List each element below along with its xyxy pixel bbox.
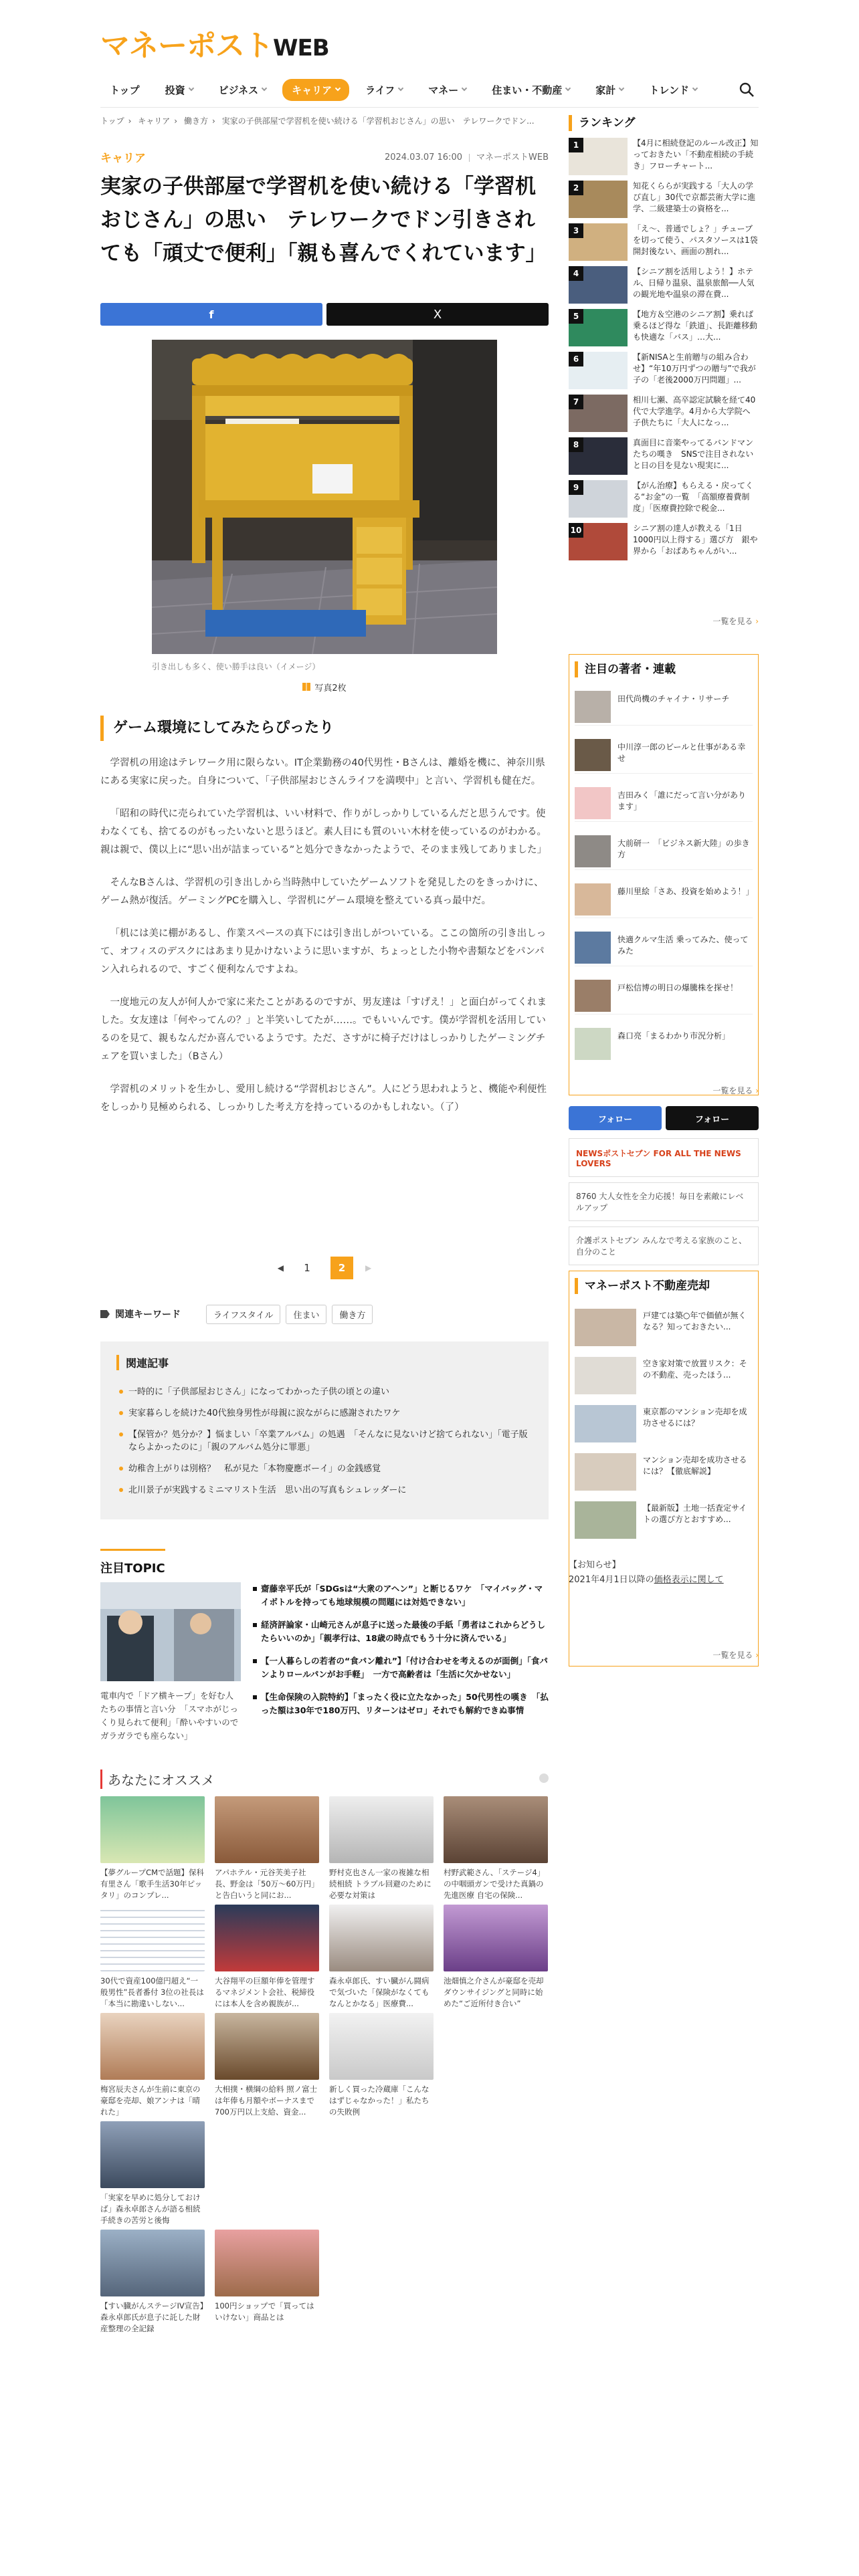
ranking-text: 【4月に相続登記のルール改正】知っておきたい「不動産相続の手続き」フローチャート... (633, 138, 759, 171)
facebook-follow-button[interactable] (569, 1106, 662, 1130)
article-category[interactable]: キャリア (100, 152, 146, 165)
keywords-label (100, 1307, 181, 1321)
recommend-caption: 梅宮辰夫さんが生前に東京の豪邸を売却、娘アンナは「晴れた」 (100, 2084, 201, 2117)
nav-item-money[interactable] (419, 79, 476, 101)
author-item[interactable] (575, 929, 753, 966)
logo-sub: WEB (273, 35, 329, 62)
author-name: 快適クルマ生活 乗ってみた、使ってみた (617, 935, 749, 956)
ranking-number: 8 (569, 437, 583, 452)
breadcrumb-item[interactable]: 働き方 (183, 116, 208, 126)
recommend-card[interactable] (100, 2121, 205, 2227)
nav-label: 家計 (595, 84, 616, 96)
ranking-number: 1 (569, 138, 583, 152)
paragraph: 学習机のメリットを生かし、愛用し続ける“学習机おじさん”。人にどう思われようと、機能や利便性をしっかり見極められる、しっかりした考え方を持っているのかもしれない。（了） (100, 1084, 547, 1113)
topic-caption[interactable]: 電車内で「ドア横キープ」を好む人たちの事情と言い分 「スマホがじっくり見られて便利」「酔いやすいのでガラガラでも座らない」 (100, 1691, 239, 1741)
photo-gallery-button[interactable] (286, 675, 363, 698)
authors-more-link[interactable]: 一覧を見る › (712, 1085, 759, 1096)
recommend-card[interactable] (329, 2013, 434, 2119)
author-item[interactable] (575, 833, 753, 870)
recommend-image (444, 1796, 548, 1863)
author-name: 戸松信博の明日の爆騰株を探せ！ (617, 983, 739, 992)
estate-thumb (575, 1357, 636, 1394)
ranking-text: 知花くららが実践する「大人の学び直し」30代で京都芸術大学に進学、二級建築士の資格を... (633, 181, 756, 213)
chevron-down-icon (462, 86, 467, 91)
ranking-item[interactable] (569, 352, 759, 389)
nav-label: トップ (110, 84, 140, 96)
nav-label: 投資 (165, 84, 185, 96)
meta-separator (469, 154, 470, 162)
paragraph: 「机には美に棚があるし、作業スペースの真下には引き出しがついている。ここの箇所の引き出しって、オフィスのデスクにはあまり見かけないように思いますが、ちょっとした小物や書類などをパンパン入れられるので、すごく便利なんですよね。 (100, 928, 547, 975)
author-name: 大前研一 「ビジネス新大陸」の歩き方 (617, 839, 750, 859)
ranking-number: 10 (569, 523, 583, 538)
recommend-card[interactable] (329, 1905, 434, 2010)
section-heading: ゲーム環境にしてみたらぴったり (100, 716, 549, 741)
recommend-card[interactable] (215, 2230, 319, 2335)
recommend-image (215, 2013, 319, 2080)
notice-title: 【お知らせ】 (569, 1560, 621, 1570)
ranking-item[interactable] (569, 266, 759, 304)
notice-link[interactable]: 価格表示に関して (654, 1575, 724, 1585)
recommend-caption: 大谷翔平の巨額年俸を管理するマネジメント会社、税締役には本人を含め親族が... (215, 1976, 315, 2008)
author-photo (575, 883, 611, 916)
recommend-caption: 大相撲・横綱の給料 照ノ富士は年俸も月額やボーナスまで700万円以上支給、資金... (215, 2084, 318, 2117)
article-meta (385, 150, 549, 163)
author-photo (575, 787, 611, 819)
recommend-card[interactable] (100, 1905, 205, 2010)
topic-link[interactable]: 齋藤幸平氏が「SDGsは“大衆のアヘン”」と断じるワケ 「マイバッグ・マイボトルを持っても地球規模の問題には対処できない」 (253, 1582, 549, 1609)
related-link[interactable]: 一時的に「子供部屋おじさん」になってわかった子供の頃との違い (119, 1386, 534, 1398)
estate-thumb (575, 1453, 636, 1491)
topic-title: 注目TOPIC (100, 1549, 165, 1576)
facebook-share-button[interactable] (100, 303, 322, 326)
site-header (100, 16, 759, 96)
banner-8760[interactable]: 8760 大人女性を全力応援！毎日を素敵にレベルアップ (569, 1182, 759, 1221)
recommend-image (329, 1905, 434, 1971)
author-photo (575, 980, 611, 1012)
ranking-number: 5 (569, 309, 583, 324)
page-current: 2 (330, 1257, 353, 1279)
estate-item[interactable] (575, 1356, 753, 1397)
recommend-card[interactable] (444, 1905, 548, 2010)
author-name: 吉田みく「誰にだって言い分があります」 (617, 790, 747, 811)
recommend-caption: 新しく買った冷蔵庫「こんなはずじゃなかった！」私たちの失敗例 (329, 2084, 430, 2117)
recommend-caption: 野村克也さん一家の複雑な相続相続 トラブル回避のために必要な対策は (329, 1868, 432, 1900)
nav-item-trend[interactable] (640, 79, 706, 101)
x-follow-button[interactable] (666, 1106, 759, 1130)
keyword-tag[interactable]: 住まい (286, 1305, 326, 1324)
estate-title: マネーポスト不動産売却 (575, 1278, 710, 1294)
ranking-item[interactable] (569, 523, 759, 560)
breadcrumb-current: 実家の子供部屋で学習机を使い続ける「学習机おじさん」の思い テレワークでドン... (221, 116, 535, 126)
estate-thumb (575, 1501, 636, 1539)
recommend-caption: 【すい臓がんステージIV宣告】森永卓郎氏が息子に託した財産整理の全記録 (100, 2301, 204, 2333)
nav-item-top[interactable] (100, 79, 149, 101)
recommend-card[interactable] (100, 2013, 205, 2119)
author-item[interactable] (575, 977, 753, 1014)
global-nav (100, 74, 759, 106)
related-articles (100, 1341, 549, 1519)
topic-link[interactable]: 【一人暮らしの若者の“食パン離れ”】「付け合わせを考えるのが面倒」「食パンよりロールパンがお手軽」 一方で高齢者は「生活に欠かせない」 (253, 1654, 549, 1681)
estate-item[interactable] (575, 1404, 753, 1445)
author-item[interactable] (575, 1025, 753, 1063)
recommend-image (100, 2230, 205, 2296)
related-link[interactable]: 幼稚舎上がりは別格？ 私が見た「本物慶應ボーイ」の金銭感覚 (119, 1463, 534, 1475)
article-source: マネーポストWEB (476, 152, 549, 163)
related-list (119, 1386, 534, 1505)
recommend-image (100, 1905, 205, 1971)
recommend-caption: 100円ショップで「買ってはいけない」商品とは (215, 2301, 314, 2322)
nav-label: ライフ (365, 84, 395, 96)
breadcrumb-item[interactable]: キャリア (138, 116, 171, 126)
authors-box (569, 654, 759, 1095)
page-link[interactable]: 1 (304, 1262, 310, 1274)
recommend-caption: 村野武範さん、「ステージ4」の中咽頭ガンで受けた真鍋の先進医療 自宅の保険... (444, 1868, 545, 1900)
ranking-text: 「え〜、普通でしょ？」チューブを切って使う、パスタソースは1袋開封後ない、画面の割れ... (633, 224, 758, 256)
follow-label: フォロー (597, 1114, 633, 1125)
recommend-caption: 「実家を早めに処分しておけば」森永卓郎さんが語る相続手続きの苦労と後悔 (100, 2193, 201, 2225)
recommend-card[interactable] (215, 1905, 319, 2010)
paragraph: そんなBさんは、学習机の引き出しから当時熱中していたゲームソフトを発見したのをきっかけに、ゲーム熱が復活。ゲーミングPCを購入し、学習机にゲーム環境を整えている真っ最中だ。 (100, 877, 544, 906)
estate-item[interactable] (575, 1500, 753, 1541)
estate-item[interactable] (575, 1452, 753, 1493)
chevron-down-icon (188, 86, 193, 91)
topic-list (253, 1582, 549, 1727)
author-name: 中川淳一郎のビールと仕事がある幸せ (617, 742, 746, 763)
share-bar (100, 303, 549, 326)
related-link[interactable]: 北川景子が実践するミニマリスト生活 思い出の写真もシュレッダーに (119, 1484, 534, 1497)
prev-page-icon[interactable]: ◀ (277, 1263, 284, 1273)
topic-section (100, 1549, 549, 1741)
keyword-tag[interactable]: ライフスタイル (206, 1305, 280, 1324)
estate-more-link[interactable]: 一覧を見る › (712, 1649, 759, 1660)
author-item[interactable] (575, 688, 753, 726)
notice (569, 1558, 759, 1588)
nav-item-business[interactable] (209, 79, 276, 101)
ranking-item[interactable] (569, 309, 759, 346)
paragraph: 「昭和の時代に売られていた学習机は、いい材料で、作りがしっかりしているんだと思うんです。使わなくても、捨てるのがもったいないと思うほど。素人目にも質のいい木材を使っているのがわかる。親は親で、僕以上に“思い出が詰まっている”と処分できなかったようで、そのまま残してありました」 (100, 809, 547, 855)
author-photo (575, 1028, 611, 1060)
ranking-text: シニア割の達人が教える「1日1000円以上得する」選び方 銀や界から「おばあちゃんがい... (633, 524, 758, 556)
recommend-card[interactable] (215, 1796, 319, 1902)
ranking-text: 【シニア割を活用しよう！】ホテル、日帰り温泉、温泉旅館──人気の観光地や温泉の滞在費... (633, 267, 755, 299)
tag-icon (100, 1310, 110, 1318)
estate-thumb (575, 1309, 636, 1346)
nav-label: ビジネス (218, 84, 259, 96)
ranking-number: 2 (569, 181, 583, 195)
photo-button-label: 写真2枚 (314, 683, 347, 693)
related-link[interactable]: 【保管か？処分か？】悩ましい「卒業アルバム」の処遇 「そんなに見ないけど捨てられない」「電子版ならよかったのに」「親のアルバム処分に罪悪」 (119, 1428, 534, 1454)
nav-label: 住まい・不動産 (492, 84, 563, 96)
recommend-caption: 【夢グループCMで話題】保科有里さん「歌手生活30年ピッタリ」のコンプレ... (100, 1868, 205, 1900)
recommend-caption: 30代で資産100億円超え“一般男性”長者番付 3位の社長は「本当に勘違いしない... (100, 1976, 204, 2008)
recommend-image (215, 1905, 319, 1971)
nav-label: マネー (428, 84, 459, 96)
recommend-image (100, 2013, 205, 2080)
recommend-image (100, 1796, 205, 1863)
paragraph: 学習机の用途はテレワーク用に限らない。IT企業勤務の40代男性・Bさんは、離婚を機に、神奈川県にある実家に戻った。自身について、「子供部屋おじさんライフを満喫中」と言い、学習机も健在だ。 (100, 758, 545, 786)
sidebar (569, 115, 759, 1660)
breadcrumb-separator: › (174, 116, 178, 126)
author-name: 森口亮「まるわかり市況分析」 (617, 1031, 731, 1041)
ranking-text: 真面目に音楽やってるバンドマンたちの嘆き SNSで注目されないと日の目を見ない現実に... (633, 438, 754, 470)
estate-text: 東京都のマンション売却を成功させるには？ (643, 1407, 747, 1428)
facebook-icon: f (209, 308, 214, 321)
ad-info-icon[interactable] (539, 1774, 549, 1783)
paragraph: 一度地元の友人が何人かで家に来たことがあるのですが、男友達は「すげえ！」と面白がってくれました。女友達は「何やってんの？」と半笑いしてたが……。でもいいんです。僕が学習机を活用しているのを見て、親もなんだか喜んでいるようです。ただ、さすがに椅子だけはしっかりしたゲーミングチェアを買いました」（Bさん） (100, 997, 547, 1062)
logo-main: マネーポスト (100, 29, 273, 63)
related-link[interactable]: 実家暮らしを続けた40代独身男性が母親に涙ながらに感謝されたワケ (119, 1407, 534, 1420)
chevron-down-icon (619, 86, 624, 91)
search-icon[interactable] (739, 82, 755, 98)
recommend-image (215, 1796, 319, 1863)
estate-text: マンション売却を成功させるには？【徹底解説】 (643, 1455, 747, 1476)
article-photo[interactable] (152, 340, 497, 654)
ranking-more-link[interactable]: 一覧を見る › (712, 615, 759, 627)
estate-item[interactable] (575, 1307, 753, 1349)
author-item[interactable] (575, 736, 753, 774)
ranking-item[interactable] (569, 181, 759, 218)
keywords (100, 1304, 549, 1324)
author-photo (575, 932, 611, 964)
ranking-number: 4 (569, 266, 583, 281)
ranking-text: 【がん治療】もらえる・戻ってくる“お金”の一覧 「高額療養費制度」「医療費控除で税金... (633, 481, 754, 513)
estate-text: 【最新版】土地一括査定サイトの選び方とおすすめ... (643, 1503, 747, 1524)
nav-item-realestate[interactable] (482, 79, 579, 101)
recommend-caption: 森永卓郎氏、すい臓がん闘病で気づいた「保険がなくてもなんとかなる」医療費... (329, 1976, 430, 2008)
follow-label: フォロー (694, 1114, 730, 1125)
banner-newspost[interactable]: NEWSポストセブン FOR ALL THE NEWS LOVERS (569, 1138, 759, 1177)
gallery-icon (302, 683, 310, 691)
recommend-image (215, 2230, 319, 2296)
ranking-text: 相川七瀬、高卒認定試験を経て40代で大学進学。4月から大学院へ 子供たちに「大人になっ... (633, 395, 756, 427)
author-photo (575, 739, 611, 771)
recommend-image (329, 2013, 434, 2080)
estate-thumb (575, 1405, 636, 1442)
keyword-tag[interactable]: 働き方 (332, 1305, 373, 1324)
header-divider (100, 107, 759, 108)
ranking-title: ランキング (569, 115, 759, 131)
recommend-image (100, 2121, 205, 2188)
nav-item-household[interactable] (586, 79, 633, 101)
nav-item-invest[interactable] (156, 79, 203, 101)
author-name: 田代尚機のチャイナ・リサーチ (617, 694, 730, 704)
ranking-item[interactable] (569, 138, 759, 175)
estate-text: 戸建ては築○年で価値が無くなる？知っておきたい... (643, 1311, 747, 1331)
ranking-number: 7 (569, 395, 583, 409)
estate-text: 空き家対策で放置リスク：その不動産、売ったほう... (643, 1359, 747, 1380)
recommend-card[interactable] (100, 1796, 205, 1902)
keywords-title: 関連キーワード (115, 1309, 181, 1320)
ranking-text: 【地方＆空港のシニア割】乗れば乗るほど得な「鉄道」、長距離移動も快適な「バス」…大... (633, 310, 758, 342)
recommend-section (100, 1769, 549, 2333)
recommend-card[interactable] (329, 1796, 434, 1902)
x-icon: X (433, 307, 442, 322)
author-photo (575, 691, 611, 723)
recommend-title: あなたにオススメ (100, 1769, 549, 1789)
nav-label: トレンド (649, 84, 689, 96)
chevron-down-icon (565, 86, 571, 91)
chevron-down-icon (398, 86, 403, 91)
notice-text: 2021年4月1日以降の (569, 1575, 654, 1585)
recommend-card[interactable] (444, 1796, 548, 1902)
chevron-down-icon (692, 86, 698, 91)
author-name: 藤川里絵「さあ、投資を始めよう！」 (617, 887, 754, 896)
photo-caption: 引き出しも多く、使い勝手は良い（イメージ） (152, 662, 320, 671)
breadcrumb-separator: › (211, 116, 215, 126)
topic-image[interactable] (100, 1582, 241, 1681)
estate-box (569, 1271, 759, 1667)
related-title: 関連記事 (116, 1355, 169, 1370)
recommend-image (329, 1796, 434, 1863)
ranking-number: 6 (569, 352, 583, 366)
ranking-item[interactable] (569, 480, 759, 518)
breadcrumb-item[interactable]: トップ (100, 116, 124, 126)
nav-item-career[interactable] (282, 79, 349, 101)
x-share-button[interactable] (326, 303, 549, 326)
recommend-card[interactable] (100, 2230, 205, 2335)
recommend-image (444, 1905, 548, 1971)
recommend-caption: アパホテル・元谷芙美子社長、野金は「50万〜60万円」と告白いうと同にお... (215, 1868, 319, 1900)
pagination (100, 1255, 549, 1281)
ranking-item[interactable] (569, 223, 759, 261)
ranking-text: 【新NISAと生前贈与の組み合わせ】“年10万円ずつの贈与”で我が子の「老後2000万円問題」... (633, 352, 756, 385)
article-date: 2024.03.07 16:00 (384, 152, 462, 163)
authors-title: 注目の著者・連載 (575, 661, 676, 677)
ranking-item[interactable] (569, 395, 759, 432)
author-photo (575, 835, 611, 867)
nav-item-life[interactable] (356, 79, 412, 101)
topic-link[interactable]: 【生命保険の入院特約】「まったく役に立たなかった」50代男性の嘆き 「払った額は30年で180万円、リターンはゼロ」それでも解約できぬ事情 (253, 1691, 549, 1717)
next-page-icon: ▶ (365, 1263, 372, 1273)
chevron-down-icon (335, 86, 341, 91)
chevron-down-icon (262, 86, 267, 91)
ranking-number: 9 (569, 480, 583, 495)
ranking-number: 3 (569, 223, 583, 238)
breadcrumb-separator: › (128, 116, 132, 126)
banner-kaigo[interactable]: 介護ポストセブン みんなで考える家族のこと、自分のこと (569, 1226, 759, 1265)
article-body (100, 754, 549, 1132)
follow-buttons (569, 1106, 759, 1130)
author-item[interactable] (575, 881, 753, 918)
nav-label: キャリア (292, 84, 332, 96)
site-logo[interactable] (100, 21, 329, 64)
breadcrumb (100, 115, 549, 126)
recommend-card[interactable] (215, 2013, 319, 2119)
author-item[interactable] (575, 784, 753, 822)
topic-link[interactable]: 経済評論家・山崎元さんが息子に送った最後の手紙「勇者はこれからどうしたらいいのか」「親孝行は、18歳の時点でもう十分に済んでいる」 (253, 1618, 549, 1645)
ranking-item[interactable] (569, 437, 759, 475)
recommend-caption: 池畑慎之介さんが豪邸を売却 ダウンサイジングと同時に始めた“ご近所付き合い” (444, 1976, 544, 2008)
article-title: 実家の子供部屋で学習机を使い続ける「学習机おじさん」の思い テレワークでドン引きされても「頑丈で便利」「親も喜んでくれています」 (100, 175, 547, 265)
